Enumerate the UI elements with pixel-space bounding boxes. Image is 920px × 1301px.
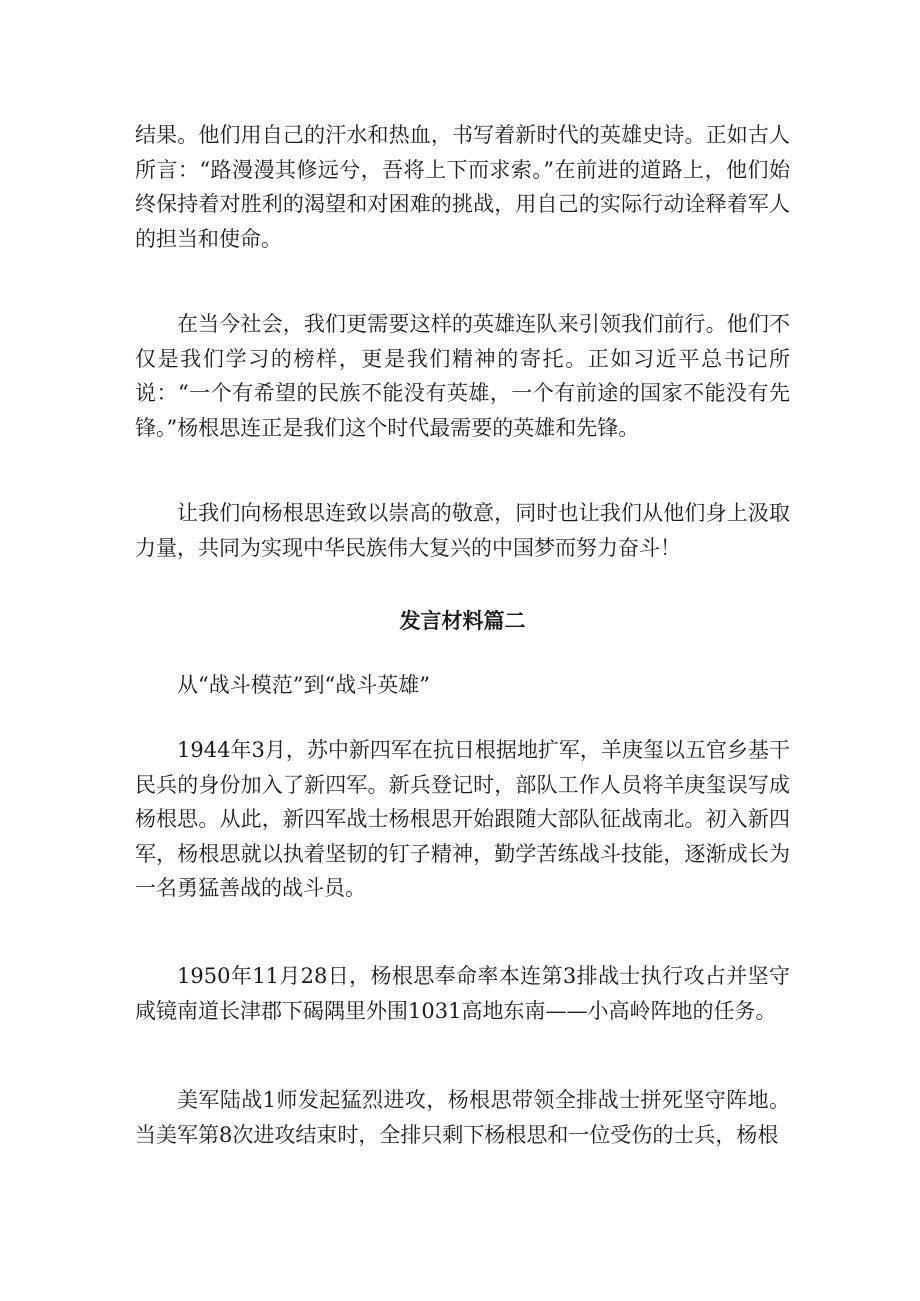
paragraph-6: 美军陆战1师发起猛烈进攻，杨根思带领全排战士拼死坚守阵地。当美军第8次进攻结束时，全排只剩下杨根思和一位受伤的士兵，杨根 (135, 1088, 790, 1147)
paragraph-subtitle: 从“战斗模范”到“战斗英雄” (177, 673, 430, 697)
paragraph-2: 在当今社会，我们更需要这样的英雄连队来引领我们前行。他们不仅是我们学习的榜样，更是我们精神的寄托。正如习近平总书记所说：“一个有希望的民族不能没有英雄，一个有前途的国家不能没有先锋。”杨根思连正是我们这个时代最需要的英雄和先锋。 (135, 312, 790, 440)
paragraph-3: 让我们向杨根思连致以崇高的敬意，同时也让我们从他们身上汲取力量，共同为实现中华民族伟大复兴的中国梦而努力奋斗！ (135, 501, 790, 560)
section-heading: 发言材料篇二 (399, 609, 526, 633)
paragraph-1: 结果。他们用自己的汗水和热血，书写着新时代的英雄史诗。正如古人所言：“路漫漫其修远兮，吾将上下而求索。”在前进的道路上，他们始终保持着对胜利的渴望和对困难的挑战，用自己的实际行动诠释着军人的担当和使命。 (135, 123, 790, 251)
paragraph-4: 1944年3月，苏中新四军在抗日根据地扩军，羊庚玺以五官乡基干民兵的身份加入了新四军。新兵登记时，部队工作人员将羊庚玺误写成杨根思。从此，新四军战士杨根思开始跟随大部队征战南北。初入新四军，杨根思就以执着坚韧的钉子精神，勤学苦练战斗技能，逐渐成长为一名勇猛善战的战斗员。 (135, 738, 790, 900)
paragraph-5: 1950年11月28日，杨根思奉命率本连第3排战士执行攻占并坚守咸镜南道长津郡下碣隅里外围1031高地东南——小高岭阵地的任务。 (135, 964, 790, 1023)
